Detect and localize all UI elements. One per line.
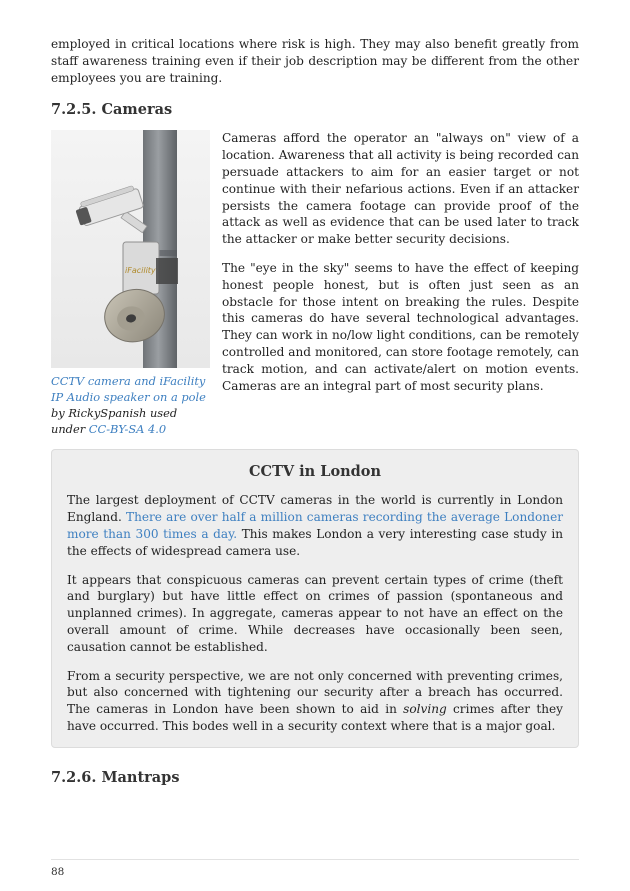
callout-stat-link[interactable]: There are over half a million cameras recording the average Londoner more than 300 times a day. — [67, 510, 564, 541]
callout-p1-start: The largest deployment of CCTV cameras in the world is currently in London England. — [67, 493, 563, 525]
section-heading-cameras: 7.2.5. Cameras — [51, 101, 173, 119]
figure — [51, 130, 210, 437]
callout-p3-start: From a security perspective, we are not only concerned with preventing crimes, but also concerned with tightening our security after a breach has occurred. The cameras in London have been shown to aid in — [67, 668, 563, 717]
callout-paragraph-1 — [67, 492, 563, 559]
caption-license-link[interactable]: CC-BY-SA 4.0 — [88, 422, 167, 437]
cctv-camera-photo — [51, 130, 210, 368]
cameras-paragraph-2: The "eye in the sky" seems to have the effect of keeping honest people honest, but is often just seen as an obstacle for those intent on breaking the rules. Despite this cameras do have several technological advantages. They can work in no/low light conditions, can be remotely controlled and monitored, can store footage remotely, can track motion, and can activate/alert on motion events. Cameras are an integral part of most security plans. — [222, 260, 579, 393]
caption-by-text: by RickySpanish used under — [51, 406, 178, 437]
figure-caption — [51, 373, 210, 437]
callout-box — [51, 449, 579, 747]
callout-paragraph-3 — [67, 668, 563, 735]
footer-divider — [51, 859, 579, 860]
ifacility-logo: iFacility — [125, 266, 156, 276]
section-heading-mantraps: 7.2.6. Mantraps — [51, 768, 180, 786]
page-number: 88 — [51, 866, 65, 878]
cameras-section — [51, 130, 579, 437]
callout-paragraph-2: It appears that conspicuous cameras can prevent certain types of crime (theft and burglary) but have little effect on crimes of passion (spontaneous and unplanned crimes). In aggregate, cameras appear to not have an effect on the overall amount of crime. While decreases have occasionally been seen, causation cannot be established. — [67, 572, 563, 654]
callout-p1-end: This makes London a very interesting case study in the effects of widespread camera use. — [67, 526, 563, 558]
callout-p3-end: crimes after they have occurred. This bodes well in a security context where that is a major goal. — [67, 702, 563, 733]
cameras-paragraph-1: Cameras afford the operator an "always on" view of a location. Awareness that all activity is being recorded can persuade attackers to aim for an easier target or not continue with their nefarious actions. Even if an attacker persists the camera footage can provide proof of the attack as well as evidence that can be used later to track the attacker or make better security decisions. — [222, 131, 579, 247]
callout-title: CCTV in London — [248, 463, 382, 481]
page-content — [51, 36, 579, 798]
cameras-text — [222, 130, 579, 394]
caption-source-link[interactable]: CCTV camera and iFacility IP Audio speaker on a pole — [51, 374, 206, 405]
intro-paragraph: employed in critical locations where risk is high. They may also benefit greatly from staff awareness training even if their job description may be different from the other employees you are training. — [51, 37, 579, 85]
callout-p3-emphasis: solving — [403, 702, 447, 717]
